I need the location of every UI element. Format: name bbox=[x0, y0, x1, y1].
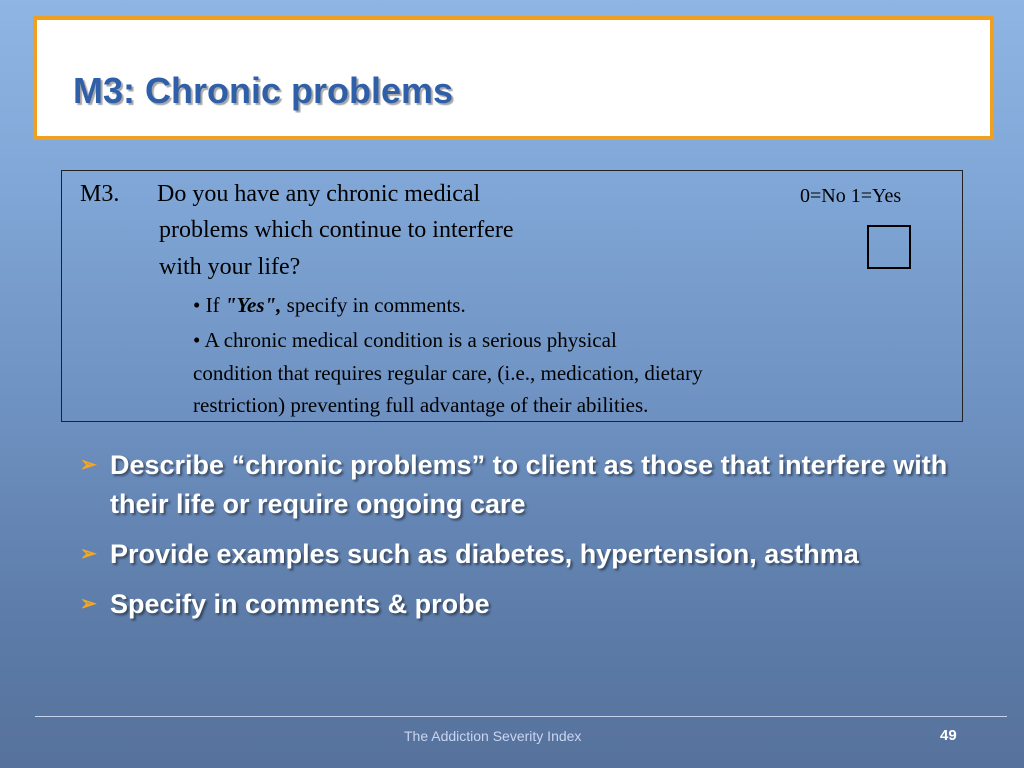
note1-prefix: If bbox=[205, 293, 225, 317]
note-yes-specify bbox=[193, 293, 466, 318]
question-line-1: Do you have any chronic medical bbox=[157, 181, 481, 207]
question-id: M3. bbox=[80, 181, 120, 207]
bullet-text: Provide examples such as diabetes, hypertension, asthma bbox=[110, 539, 859, 569]
bullet-item bbox=[78, 585, 978, 624]
note-bullet-glyph: • bbox=[193, 293, 201, 317]
bullet-list bbox=[78, 446, 978, 635]
bullet-text: Specify in comments & probe bbox=[110, 589, 490, 619]
note-definition-line-2: condition that requires regular care, (i.e., medication, dietary bbox=[193, 361, 703, 385]
arrow-bullet-icon: ➢ bbox=[80, 593, 97, 615]
note-bullet-glyph: • bbox=[193, 328, 201, 352]
title-box bbox=[33, 16, 994, 140]
arrow-bullet-icon: ➢ bbox=[80, 454, 97, 476]
question-line-2: problems which continue to interfere bbox=[159, 217, 514, 243]
slide-title: M3: Chronic problems bbox=[73, 70, 454, 111]
note2-line-1-text: A chronic medical condition is a serious physical bbox=[204, 328, 617, 352]
note-definition-line-1 bbox=[193, 328, 617, 353]
note1-suffix: specify in comments. bbox=[281, 293, 466, 317]
bullet-text: Describe “chronic problems” to client as those that interfere with their life or require ongoing care bbox=[110, 450, 948, 519]
bullet-item bbox=[78, 446, 978, 524]
question-line-3: with your life? bbox=[159, 254, 301, 280]
question-box bbox=[61, 170, 963, 422]
arrow-bullet-icon: ➢ bbox=[80, 543, 97, 565]
footer-title: The Addiction Severity Index bbox=[404, 728, 582, 744]
bullet-item bbox=[78, 535, 978, 574]
page-number: 49 bbox=[940, 727, 957, 744]
footer-divider bbox=[35, 716, 1007, 717]
answer-scale: 0=No 1=Yes bbox=[800, 185, 902, 207]
note1-emphasis: "Yes", bbox=[224, 293, 282, 317]
note-definition-line-3: restriction) preventing full advantage of their abilities. bbox=[193, 393, 649, 417]
answer-checkbox[interactable] bbox=[867, 225, 911, 269]
